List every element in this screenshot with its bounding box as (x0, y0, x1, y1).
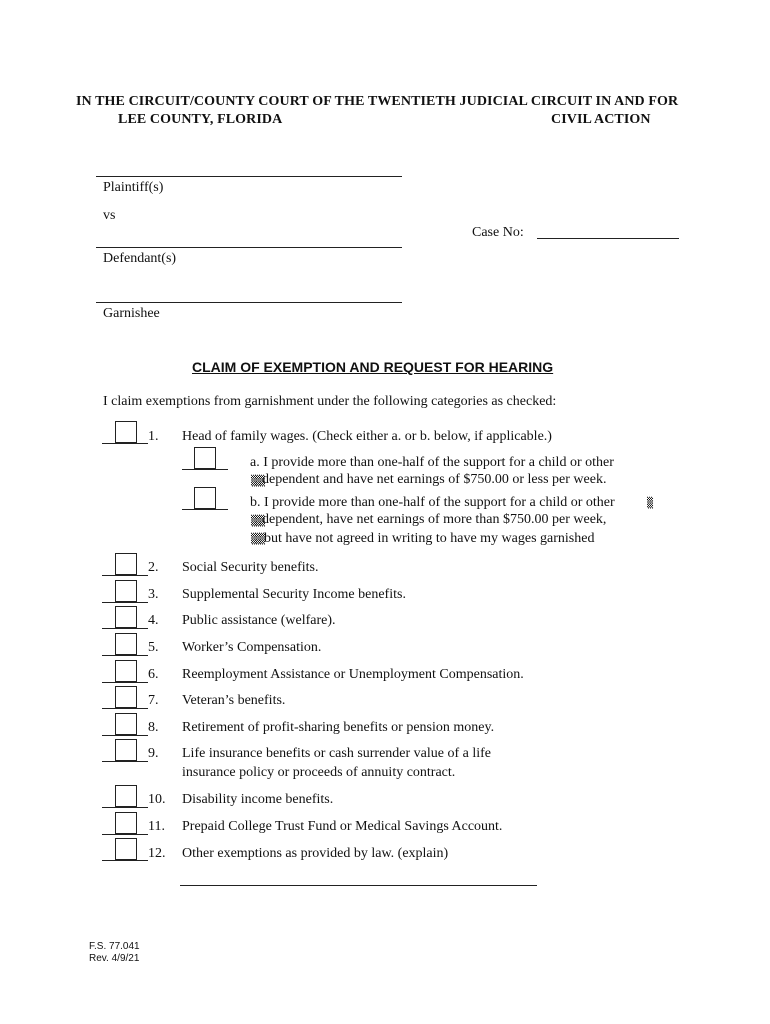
checkbox-underline (182, 469, 228, 470)
item-1b-text-3: but have not agreed in writing to have my wages garnished (264, 531, 595, 546)
item-1a-text: a. I provide more than one-half of the support for a child or other (250, 455, 614, 470)
county-heading: LEE COUNTY, FLORIDA (118, 112, 283, 127)
checkbox-underline (102, 834, 148, 835)
item-1a-text-2: dependent and have net earnings of $750.00 or less per week. (262, 472, 607, 487)
item-text: Social Security benefits. (182, 560, 319, 575)
intro-text: I claim exemptions from garnishment under the following categories as checked: (103, 394, 557, 409)
exemption-9-checkbox[interactable] (115, 739, 137, 761)
exemption-7-checkbox[interactable] (115, 686, 137, 708)
item-text: Head of family wages. (Check either a. or b. below, if applicable.) (182, 429, 552, 444)
exemption-8-checkbox[interactable] (115, 713, 137, 735)
court-heading: IN THE CIRCUIT/COUNTY COURT OF THE TWENTIETH JUDICIAL CIRCUIT IN AND FOR (76, 94, 679, 109)
item-number: 8. (148, 720, 159, 735)
exemption-5-checkbox[interactable] (115, 633, 137, 655)
checkbox-underline (102, 602, 148, 603)
item-text: Prepaid College Trust Fund or Medical Savings Account. (182, 819, 503, 834)
exemption-3-checkbox[interactable] (115, 580, 137, 602)
form-title: CLAIM OF EXEMPTION AND REQUEST FOR HEARING (192, 359, 554, 375)
checkbox-underline (102, 735, 148, 736)
item-number: 5. (148, 640, 159, 655)
exemption-1b-checkbox[interactable] (194, 487, 216, 509)
item-text: Retirement of profit-sharing benefits or pension money. (182, 720, 495, 735)
exemption-6-checkbox[interactable] (115, 660, 137, 682)
item-text: Other exemptions as provided by law. (explain) (182, 846, 449, 861)
garnishee-label: Garnishee (103, 306, 160, 321)
item-text: Disability income benefits. (182, 792, 334, 807)
item-text-continued: insurance policy or proceeds of annuity contract. (182, 765, 456, 780)
civil-action-heading: CIVIL ACTION (551, 112, 651, 127)
item-text: Supplemental Security Income benefits. (182, 587, 406, 602)
exemption-1a-checkbox[interactable] (194, 447, 216, 469)
checkbox-underline (102, 575, 148, 576)
item-number: 2. (148, 560, 159, 575)
item-number: 11. (148, 819, 165, 834)
item-number: 9. (148, 746, 159, 761)
checkbox-underline (102, 761, 148, 762)
checkbox-underline (102, 807, 148, 808)
item-1b-text: b. I provide more than one-half of the support for a child or other (250, 495, 615, 510)
exemption-2-checkbox[interactable] (115, 553, 137, 575)
vs-label: vs (103, 208, 116, 223)
revision-date: Rev. 4/9/21 (89, 953, 140, 964)
checkbox-underline (102, 860, 148, 861)
exemption-12-checkbox[interactable] (115, 838, 137, 860)
plaintiff-label: Plaintiff(s) (103, 180, 164, 195)
checkbox-underline (102, 628, 148, 629)
item-number: 7. (148, 693, 159, 708)
item-text: Life insurance benefits or cash surrender value of a life (182, 746, 492, 761)
item-number: 3. (148, 587, 159, 602)
glyph-artifact: ▒▒▒ (251, 534, 264, 545)
item-1b-text-2: dependent, have net earnings of more than $750.00 per week, (262, 512, 607, 527)
exemption-4-checkbox[interactable] (115, 606, 137, 628)
case-no-label: Case No: (472, 225, 524, 240)
item-text: Worker’s Compensation. (182, 640, 322, 655)
garnishee-name-line[interactable] (96, 302, 402, 303)
item-text: Reemployment Assistance or Unemployment Compensation. (182, 667, 524, 682)
checkbox-underline (182, 509, 228, 510)
item-text: Veteran’s benefits. (182, 693, 286, 708)
exemption-11-checkbox[interactable] (115, 812, 137, 834)
explain-line[interactable] (180, 885, 537, 886)
glyph-artifact: ▒▒▒ (251, 476, 264, 487)
checkbox-underline (102, 655, 148, 656)
item-text: Public assistance (welfare). (182, 613, 336, 628)
defendant-name-line[interactable] (96, 247, 402, 248)
item-number: 1. (148, 429, 159, 444)
item-number: 12. (148, 846, 166, 861)
checkbox-underline (102, 708, 148, 709)
checkbox-underline (102, 443, 148, 444)
plaintiff-name-line[interactable] (96, 176, 402, 177)
exemption-10-checkbox[interactable] (115, 785, 137, 807)
checkbox-underline (102, 682, 148, 683)
case-no-field[interactable] (537, 238, 679, 239)
item-number: 10. (148, 792, 166, 807)
item-number: 6. (148, 667, 159, 682)
defendant-label: Defendant(s) (103, 251, 177, 266)
glyph-artifact: ▒▒▒ (251, 516, 264, 527)
item-number: 4. (148, 613, 159, 628)
statute-reference: F.S. 77.041 (89, 941, 140, 952)
exemption-1-checkbox[interactable] (115, 421, 137, 443)
glyph-artifact: ▒ (647, 498, 652, 509)
